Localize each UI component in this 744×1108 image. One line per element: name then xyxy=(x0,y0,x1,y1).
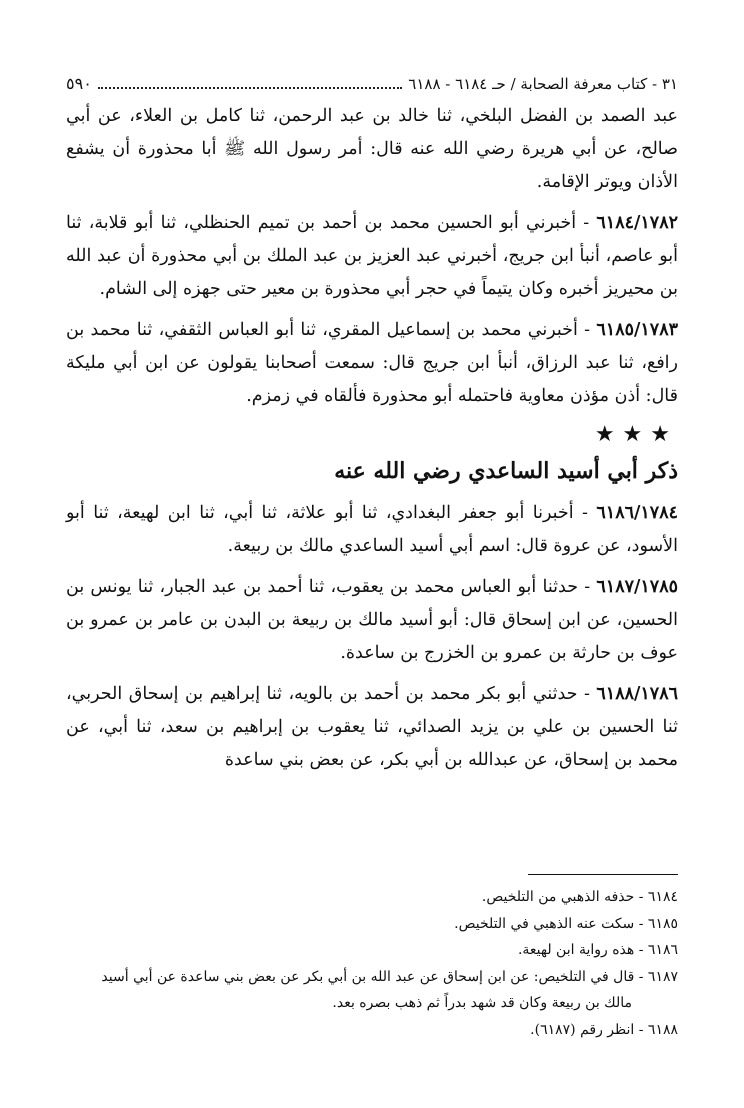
hadith-6188 xyxy=(66,678,678,777)
footnote-6184: ٦١٨٤ - حذفه الذهبي من التلخيص. xyxy=(481,889,678,905)
hadith-text: - حدثني أبو بكر محمد بن أحمد بن بالويه، ثنا إبراهيم بن إسحاق الحربي، ثنا الحسين بن علي بن يزيد الصدائي، ثنا يعقوب بن إبراهيم بن سعد، ثنا أبي، عن محمد بن إسحاق، عن عبدالله بن أبي بكر، عن بعض بني ساعدة xyxy=(66,684,678,770)
running-header xyxy=(66,62,678,92)
footnotes xyxy=(66,884,678,1043)
hadith-number: ٦١٨٤/١٧٨٢ xyxy=(596,213,678,233)
hadith-text: - حدثنا أبو العباس محمد بن يعقوب، ثنا أحمد بن عبد الجبار، ثنا يونس بن الحسين، عن ابن إسحاق قال: أبو أسيد مالك بن ربيعة بن البدن بن عامر بن عمرو بن عوف بن حارثة بن عمرو بن الخزرج بن ساعدة. xyxy=(66,577,678,663)
section-separator-stars: ★★★ xyxy=(594,422,678,447)
page-number: ٥٩٠ xyxy=(66,74,92,93)
dotted-leader xyxy=(98,87,403,89)
hadith-text: - أخبرني محمد بن إسماعيل المقري، ثنا أبو العباس الثقفي، ثنا محمد بن رافع، ثنا عبد الرزاق، أنبأ ابن جريج قال: سمعت أصحابنا يقولون عن ابن أبي مليكة قال: أذن مؤذن معاوية فاحتمله أبو محذورة فألقاه في زمزم. xyxy=(66,320,678,406)
hadith-text: - أخبرني أبو الحسين محمد بن أحمد بن تميم الحنظلي، ثنا أبو قلابة، ثنا أبو عاصم، أنبأ ابن جريج، أخبرني عبد العزيز بن عبد الملك بن أبي محذورة أن عبد الله بن محيريز أخبره وكان يتيماً في حجر أبي محذورة بن معير حتى جهزه إلى الشام. xyxy=(66,213,678,299)
hadith-number: ٦١٨٨/١٧٨٦ xyxy=(596,684,678,704)
hadith-6186 xyxy=(66,497,678,563)
hadith-6187 xyxy=(66,571,678,670)
main-text xyxy=(66,100,678,777)
continued-paragraph: عبد الصمد بن الفضل البلخي، ثنا خالد بن عبد الرحمن، ثنا كامل بن العلاء، عن أبي صالح، عن أبي هريرة رضي الله عنه قال: أمر رسول الله ﷺ أبا محذورة أن يشفع الأذان ويوتر الإقامة. xyxy=(66,106,678,192)
document-page xyxy=(66,62,678,1092)
footnote-6188: ٦١٨٨ - انظر رقم (٦١٨٧). xyxy=(530,1021,678,1038)
hadith-number: ٦١٨٥/١٧٨٣ xyxy=(596,320,678,340)
footnote-6187: ٦١٨٧ - قال في التلخيص: عن ابن إسحاق عن عبد الله بن أبي بكر عن بعض بني ساعدة عن أبي أسيد xyxy=(101,968,678,985)
hadith-6185 xyxy=(66,314,678,413)
footnote-6186: ٦١٨٦ - هذه رواية ابن لهيعة. xyxy=(517,942,678,958)
footnote-divider xyxy=(528,874,678,875)
footnote-6187-continued: مالك بن ربيعة وكان قد شهد بدراً ثم ذهب بصره بعد. xyxy=(332,995,632,1011)
footnote-6185: ٦١٨٥ - سكت عنه الذهبي في التلخيص. xyxy=(454,915,678,932)
hadith-6184 xyxy=(66,207,678,306)
hadith-number: ٦١٨٧/١٧٨٥ xyxy=(596,577,678,597)
running-title: ٣١ - كتاب معرفة الصحابة / حـ ٦١٨٤ - ٦١٨٨ xyxy=(408,75,678,93)
hadith-text: - أخبرنا أبو جعفر البغدادي، ثنا أبو علاثة، ثنا أبي، ثنا ابن لهيعة، ثنا أبو الأسود، عن عروة قال: اسم أبي أسيد الساعدي مالك بن ربيعة. xyxy=(66,503,678,556)
hadith-number: ٦١٨٦/١٧٨٤ xyxy=(596,503,678,523)
section-heading: ذكر أبي أسيد الساعدي رضي الله عنه xyxy=(334,458,678,484)
